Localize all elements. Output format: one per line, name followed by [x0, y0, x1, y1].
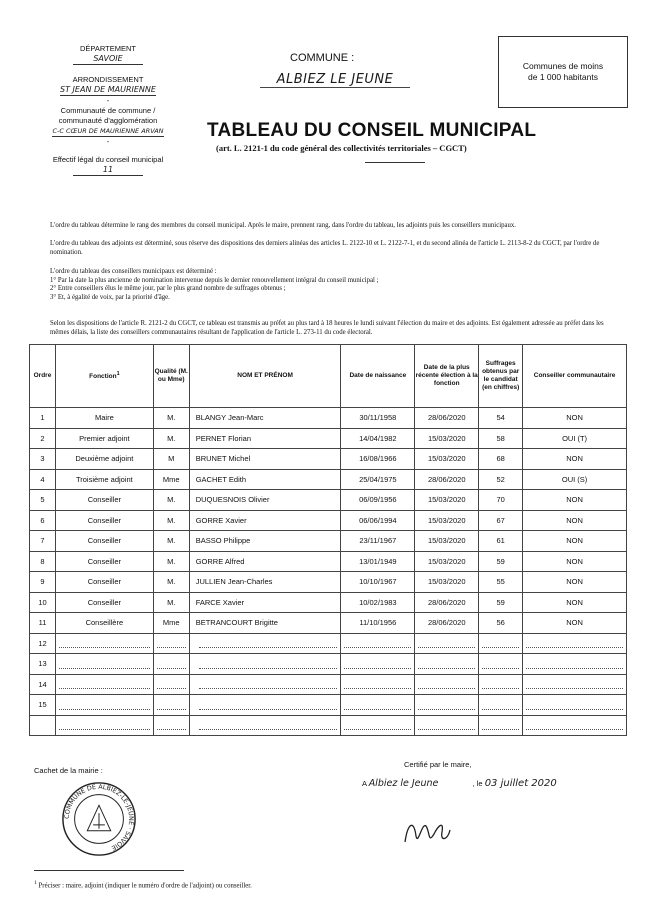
row-election: 15/03/2020 [415, 490, 479, 511]
a-prefix: A [362, 779, 367, 788]
empty-dotted-line [418, 679, 475, 689]
row-naissance [341, 633, 415, 654]
signature-place-date [362, 778, 622, 789]
row-naissance [341, 654, 415, 675]
empty-dotted-line [157, 700, 186, 710]
arrondissement-label: ARRONDISSEMENT [72, 75, 144, 84]
intro-p3-line-c: 2° Entre conseillers élus le même jour, par le plus grand nombre de suffrages obtenus ; [50, 285, 286, 292]
table-row [30, 490, 627, 511]
row-nom [189, 715, 341, 736]
row-comm: OUI (T) [523, 428, 627, 449]
row-nom: BRUNET Michel [189, 449, 341, 470]
row-election: 28/06/2020 [415, 592, 479, 613]
row-election: 15/03/2020 [415, 551, 479, 572]
empty-dotted-line [418, 659, 475, 669]
departement-label: DÉPARTEMENT [80, 44, 136, 53]
row-nom: GORRE Xavier [189, 510, 341, 531]
row-election [415, 695, 479, 716]
row-fonction: Conseiller [55, 531, 153, 552]
row-qualite [153, 633, 189, 654]
row-suffrages: 70 [479, 490, 523, 511]
empty-dotted-line [199, 679, 338, 689]
row-fonction: Conseiller [55, 551, 153, 572]
stamp-text: COMMUNE DE ALBIEZ-LE-JEUNE · SAVOIE [63, 783, 135, 852]
page-subtitle: (art. L. 2121-1 du code général des collectivités territoriales – CGCT) [216, 143, 467, 153]
row-fonction [55, 695, 153, 716]
row-election: 15/03/2020 [415, 510, 479, 531]
row-comm: NON [523, 572, 627, 593]
empty-dotted-line [199, 720, 338, 730]
row-qualite [153, 715, 189, 736]
table-row [30, 449, 627, 470]
row-fonction [55, 674, 153, 695]
empty-dotted-line [157, 638, 186, 648]
cachet-label: Cachet de la mairie : [34, 766, 103, 775]
empty-dotted-line [59, 679, 150, 689]
row-suffrages [479, 654, 523, 675]
row-comm [523, 654, 627, 675]
empty-dotted-line [344, 720, 411, 730]
row-nom [189, 654, 341, 675]
empty-dotted-line [344, 700, 411, 710]
row-comm: NON [523, 490, 627, 511]
empty-dotted-line [482, 659, 519, 669]
row-qualite [153, 695, 189, 716]
table-row [30, 633, 627, 654]
row-naissance: 10/10/1967 [341, 572, 415, 593]
row-suffrages: 52 [479, 469, 523, 490]
row-comm: NON [523, 531, 627, 552]
row-qualite [153, 674, 189, 695]
empty-dotted-line [59, 720, 150, 730]
table-row [30, 531, 627, 552]
row-qualite: M. [153, 428, 189, 449]
row-nom [189, 633, 341, 654]
row-naissance: 13/01/1949 [341, 551, 415, 572]
intro-paragraph-3 [50, 268, 610, 302]
footnote-divider [34, 870, 184, 871]
row-comm [523, 633, 627, 654]
row-nom: BLANGY Jean-Marc [189, 408, 341, 429]
table-row [30, 408, 627, 429]
communaute-value: C-C CŒUR DE MAURIENNE ARVAN [52, 127, 164, 135]
row-qualite: Mme [153, 469, 189, 490]
council-table [29, 344, 627, 736]
empty-dotted-line [482, 638, 519, 648]
row-nom: GACHET Edith [189, 469, 341, 490]
header-qualite: Qualité (M. ou Mme) [153, 345, 189, 408]
row-fonction [55, 633, 153, 654]
le-prefix: , le [472, 779, 483, 788]
empty-dotted-line [482, 700, 519, 710]
row-nom: BETRANCOURT Brigitte [189, 613, 341, 634]
row-suffrages: 67 [479, 510, 523, 531]
row-fonction: Conseiller [55, 490, 153, 511]
empty-dotted-line [418, 720, 475, 730]
communaute-label-2: communauté d'agglomération [58, 116, 158, 125]
row-fonction: Maire [55, 408, 153, 429]
table-row [30, 715, 627, 736]
row-suffrages: 59 [479, 551, 523, 572]
commune-label: COMMUNE : [290, 52, 355, 64]
empty-dotted-line [157, 659, 186, 669]
row-qualite: M [153, 449, 189, 470]
row-nom [189, 695, 341, 716]
row-naissance [341, 674, 415, 695]
row-suffrages [479, 695, 523, 716]
separator-dash: - [106, 137, 110, 146]
box-line-1: Communes de moins [522, 61, 604, 71]
row-qualite: M. [153, 531, 189, 552]
row-nom: GORRE Alfred [189, 551, 341, 572]
row-election: 15/03/2020 [415, 572, 479, 593]
departement-value: SAVOIE [73, 54, 143, 65]
intro-paragraph-2: L'ordre du tableau des adjoints est déterminé, sous réserve des dispositions des derniers alinéas des articles L. 2122-10 et L. 2122-7-1, et du second alinéa de l'article L. 2113-8-2 du CGCT, par l'ordre de nomination. [50, 240, 600, 256]
row-ordre: 13 [30, 654, 56, 675]
row-naissance: 25/04/1975 [341, 469, 415, 490]
header-nom: NOM ET PRÉNOM [189, 345, 341, 408]
row-fonction [55, 715, 153, 736]
row-qualite: Mme [153, 613, 189, 634]
footnote [34, 880, 252, 889]
table-row [30, 674, 627, 695]
row-naissance: 30/11/1958 [341, 408, 415, 429]
row-nom: DUQUESNOIS Olivier [189, 490, 341, 511]
row-naissance: 11/10/1956 [341, 613, 415, 634]
empty-dotted-line [344, 638, 411, 648]
row-comm [523, 695, 627, 716]
row-ordre: 3 [30, 449, 56, 470]
intro-p3-line-d: 3° Et, à égalité de voix, par la priorité d'âge. [50, 293, 170, 301]
row-nom: JULLIEN Jean-Charles [189, 572, 341, 593]
row-suffrages: 61 [479, 531, 523, 552]
table-row [30, 695, 627, 716]
empty-dotted-line [526, 700, 623, 710]
footnote-marker: 1 [116, 371, 120, 378]
table-row [30, 469, 627, 490]
row-ordre: 8 [30, 551, 56, 572]
row-ordre: 15 [30, 695, 56, 716]
row-qualite: M. [153, 408, 189, 429]
arrondissement-value: ST JEAN DE MAURIENNE [60, 85, 156, 94]
table-row [30, 592, 627, 613]
row-election [415, 674, 479, 695]
row-fonction: Conseiller [55, 592, 153, 613]
row-naissance: 14/04/1982 [341, 428, 415, 449]
row-qualite: M. [153, 510, 189, 531]
intro-p3-line-b: 1° Par la date la plus ancienne de nomination intervenue depuis le dernier renouvellement intégral du conseil municipal ; [50, 276, 379, 284]
row-ordre: 6 [30, 510, 56, 531]
row-ordre: 2 [30, 428, 56, 449]
empty-dotted-line [526, 659, 623, 669]
row-election [415, 715, 479, 736]
row-ordre: 7 [30, 531, 56, 552]
row-comm: OUI (S) [523, 469, 627, 490]
row-suffrages: 59 [479, 592, 523, 613]
row-ordre: 1 [30, 408, 56, 429]
commune-value: ALBIEZ LE JEUNE [260, 72, 410, 88]
row-ordre: 11 [30, 613, 56, 634]
row-naissance: 16/08/1966 [341, 449, 415, 470]
header-election: Date de la plus récente élection à la fonction [415, 345, 479, 408]
intro-p3-line-a: L'ordre du tableau des conseillers municipaux est déterminé : [50, 268, 217, 275]
empty-dotted-line [482, 720, 519, 730]
empty-dotted-line [418, 638, 475, 648]
mairie-stamp [60, 780, 138, 858]
row-fonction [55, 654, 153, 675]
empty-dotted-line [59, 659, 150, 669]
table-row [30, 613, 627, 634]
header-ordre: Ordre [30, 345, 56, 408]
certifie-label: Certifié par le maire, [404, 760, 472, 769]
table-row [30, 551, 627, 572]
row-fonction: Troisième adjoint [55, 469, 153, 490]
row-comm: NON [523, 408, 627, 429]
empty-dotted-line [526, 679, 623, 689]
footnote-number: 1 [34, 880, 37, 886]
row-ordre: 9 [30, 572, 56, 593]
table-row [30, 510, 627, 531]
intro-paragraph-1: L'ordre du tableau détermine le rang des membres du conseil municipal. Après le maire, prennent rang, dans l'ordre du tableau, les adjoints puis les conseillers municipaux. [50, 222, 517, 229]
row-suffrages [479, 633, 523, 654]
mayor-signature [400, 812, 460, 852]
row-qualite: M. [153, 592, 189, 613]
row-comm: NON [523, 551, 627, 572]
row-election: 15/03/2020 [415, 428, 479, 449]
row-suffrages: 54 [479, 408, 523, 429]
population-box [498, 36, 628, 108]
intro-paragraph-4: Selon les dispositions de l'article R. 2121-2 du CGCT, ce tableau est transmis au préfet au plus tard à 18 heures le lundi suivant l'élection du maire et des adjoints. Est également adressée au préfet dans les mêmes délais, la liste des conseillers communautaires résultant de l'application de l'article L. 273-11 du code électoral. [50, 320, 604, 336]
row-election: 28/06/2020 [415, 408, 479, 429]
row-fonction: Conseiller [55, 572, 153, 593]
row-ordre: 5 [30, 490, 56, 511]
row-nom: FARCE Xavier [189, 592, 341, 613]
row-qualite: M. [153, 572, 189, 593]
separator-dash: - [106, 96, 110, 105]
row-ordre: 4 [30, 469, 56, 490]
row-naissance: 06/06/1994 [341, 510, 415, 531]
row-fonction: Conseillère [55, 613, 153, 634]
row-qualite: M. [153, 551, 189, 572]
row-election [415, 633, 479, 654]
empty-dotted-line [59, 700, 150, 710]
communaute-label-1: Communauté de commune / [60, 106, 156, 115]
empty-dotted-line [199, 700, 338, 710]
row-election: 28/06/2020 [415, 613, 479, 634]
empty-dotted-line [157, 720, 186, 730]
row-comm: NON [523, 449, 627, 470]
row-ordre: 14 [30, 674, 56, 695]
row-suffrages: 56 [479, 613, 523, 634]
row-qualite [153, 654, 189, 675]
row-comm [523, 715, 627, 736]
table-row [30, 572, 627, 593]
le-value: 03 juillet 2020 [484, 778, 557, 789]
empty-dotted-line [199, 638, 338, 648]
admin-info-block [38, 44, 178, 176]
row-comm [523, 674, 627, 695]
empty-dotted-line [526, 720, 623, 730]
empty-dotted-line [199, 659, 338, 669]
row-nom [189, 674, 341, 695]
row-comm: NON [523, 510, 627, 531]
row-naissance: 10/02/1983 [341, 592, 415, 613]
empty-dotted-line [482, 679, 519, 689]
row-suffrages: 68 [479, 449, 523, 470]
title-divider [365, 162, 425, 163]
row-election: 15/03/2020 [415, 449, 479, 470]
row-fonction: Deuxième adjoint [55, 449, 153, 470]
table-header-row [30, 345, 627, 408]
empty-dotted-line [157, 679, 186, 689]
row-election [415, 654, 479, 675]
box-line-2: de 1 000 habitants [528, 72, 598, 82]
row-naissance [341, 695, 415, 716]
effectif-value: 11 [73, 165, 143, 176]
row-fonction: Premier adjoint [55, 428, 153, 449]
header-communautaire: Conseiller communautaire [523, 345, 627, 408]
row-nom: PERNET Florian [189, 428, 341, 449]
row-suffrages: 58 [479, 428, 523, 449]
effectif-label: Effectif légal du conseil municipal [52, 155, 164, 164]
empty-dotted-line [344, 679, 411, 689]
empty-dotted-line [526, 638, 623, 648]
page-title: TABLEAU DU CONSEIL MUNICIPAL [207, 120, 537, 141]
row-naissance: 06/09/1956 [341, 490, 415, 511]
row-naissance [341, 715, 415, 736]
header-naissance: Date de naissance [341, 345, 415, 408]
header-fonction: Fonction$^1$ [55, 345, 153, 408]
header-suffrages: Suffrages obtenus par le candidat (en chiffres) [479, 345, 523, 408]
footnote-text: Préciser : maire, adjoint (indiquer le numéro d'ordre de l'adjoint) ou conseiller. [38, 882, 252, 890]
row-comm: NON [523, 592, 627, 613]
table-row [30, 654, 627, 675]
a-value: Albiez le Jeune [368, 778, 439, 789]
row-ordre: 12 [30, 633, 56, 654]
empty-dotted-line [59, 638, 150, 648]
table-row [30, 428, 627, 449]
row-ordre [30, 715, 56, 736]
row-comm: NON [523, 613, 627, 634]
row-qualite: M. [153, 490, 189, 511]
row-suffrages [479, 715, 523, 736]
row-nom: BASSO Philippe [189, 531, 341, 552]
empty-dotted-line [418, 700, 475, 710]
row-naissance: 23/11/1967 [341, 531, 415, 552]
row-ordre: 10 [30, 592, 56, 613]
row-suffrages [479, 674, 523, 695]
row-fonction: Conseiller [55, 510, 153, 531]
row-suffrages: 55 [479, 572, 523, 593]
row-election: 28/06/2020 [415, 469, 479, 490]
row-election: 15/03/2020 [415, 531, 479, 552]
empty-dotted-line [344, 659, 411, 669]
